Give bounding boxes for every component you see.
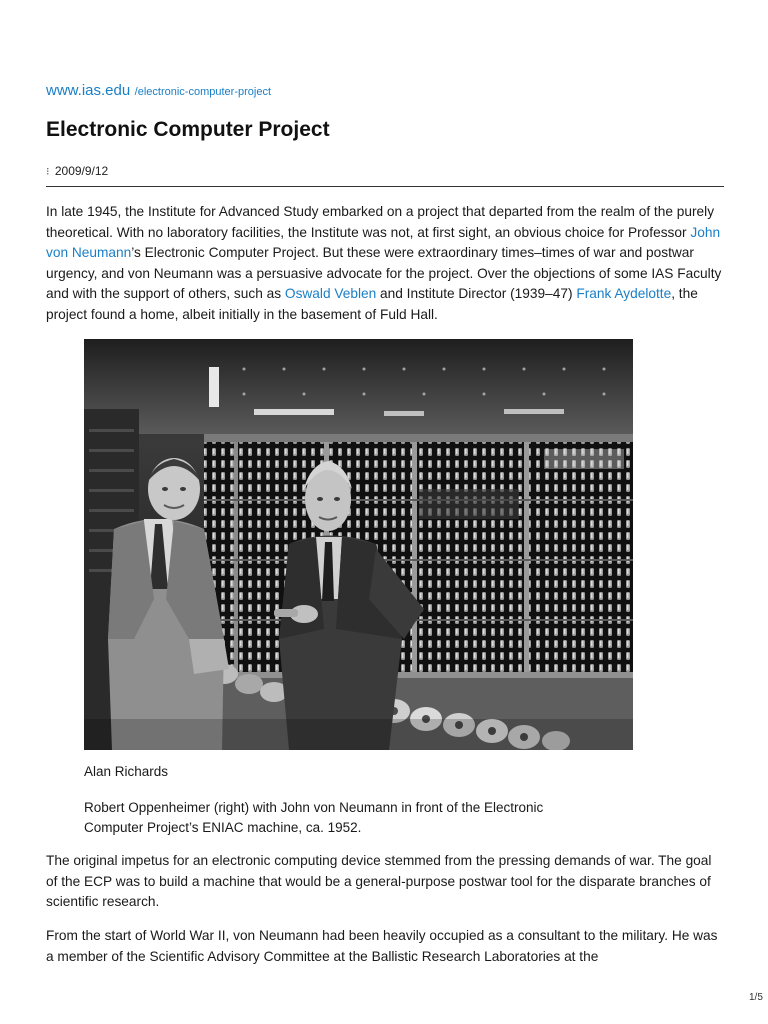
photo-caption: Robert Oppenheimer (right) with John von Neumann in front of the Electronic Computer Project’s ENIAC machine, ca. 1952. <box>84 800 544 835</box>
machine-top-panel <box>84 339 633 434</box>
source-domain-link[interactable]: www.ias.edu <box>46 82 131 99</box>
date-marker-icon: ⁝ <box>46 166 50 178</box>
top-lamp <box>209 367 219 407</box>
source-path-link[interactable]: /electronic-computer-project <box>134 86 272 98</box>
paragraph-world-war-ii: From the start of World War II, von Neumann had been heavily occupied as a consultant to the military. He was a member of the Scientific Advisory Committee at the Ballistic Research Laboratories at the <box>46 928 718 964</box>
link-john-von-neumann[interactable]: John von Neumann <box>46 224 721 260</box>
link-oswald-veblen[interactable]: Oswald Veblen <box>284 286 377 301</box>
page-title: Electronic Computer Project <box>46 118 330 141</box>
paragraph-intro-text-3: and Institute Director (1939–47) <box>376 286 577 301</box>
publish-date-row <box>46 164 108 178</box>
paragraph-original-impetus: The original impetus for an electronic computing device stemmed from the pressing demands of war. The goal of the ECP was to build a machine that would be a general-purpose postwar tool for the disparate branches of scientific research. <box>46 853 712 909</box>
document-page <box>46 0 763 1024</box>
paragraph-intro-text-2: ’s Electronic Computer Project. But these were extraordinary times–times of war and postwar urgency, and von Neumann was a persuasive advocate for the project. Over the objections of some IAS Faculty and with the support of others, such as <box>46 245 722 301</box>
machine-rack-panels <box>204 442 633 672</box>
page-number: 1/5 <box>749 992 763 1003</box>
photo-oppenheimer-von-neumann <box>84 339 633 750</box>
paragraph-intro-text-4: , the project found a home, albeit initially in the basement of Fuld Hall. <box>46 286 698 322</box>
source-url[interactable] <box>46 82 271 100</box>
paragraph-intro <box>46 202 724 325</box>
paragraph-intro-text-1: In late 1945, the Institute for Advanced Study embarked on a project that departed from the realm of the purely theoretical. With no laboratory facilities, the Institute was not, at first sight, an obvious choice for Professor <box>46 204 715 240</box>
photo-illustration <box>84 339 633 750</box>
link-frank-aydelotte[interactable]: Frank Aydelotte <box>576 286 672 301</box>
publish-date: 2009/9/12 <box>54 164 109 178</box>
header-divider <box>46 186 724 187</box>
photo-credit: Alan Richards <box>84 764 169 779</box>
